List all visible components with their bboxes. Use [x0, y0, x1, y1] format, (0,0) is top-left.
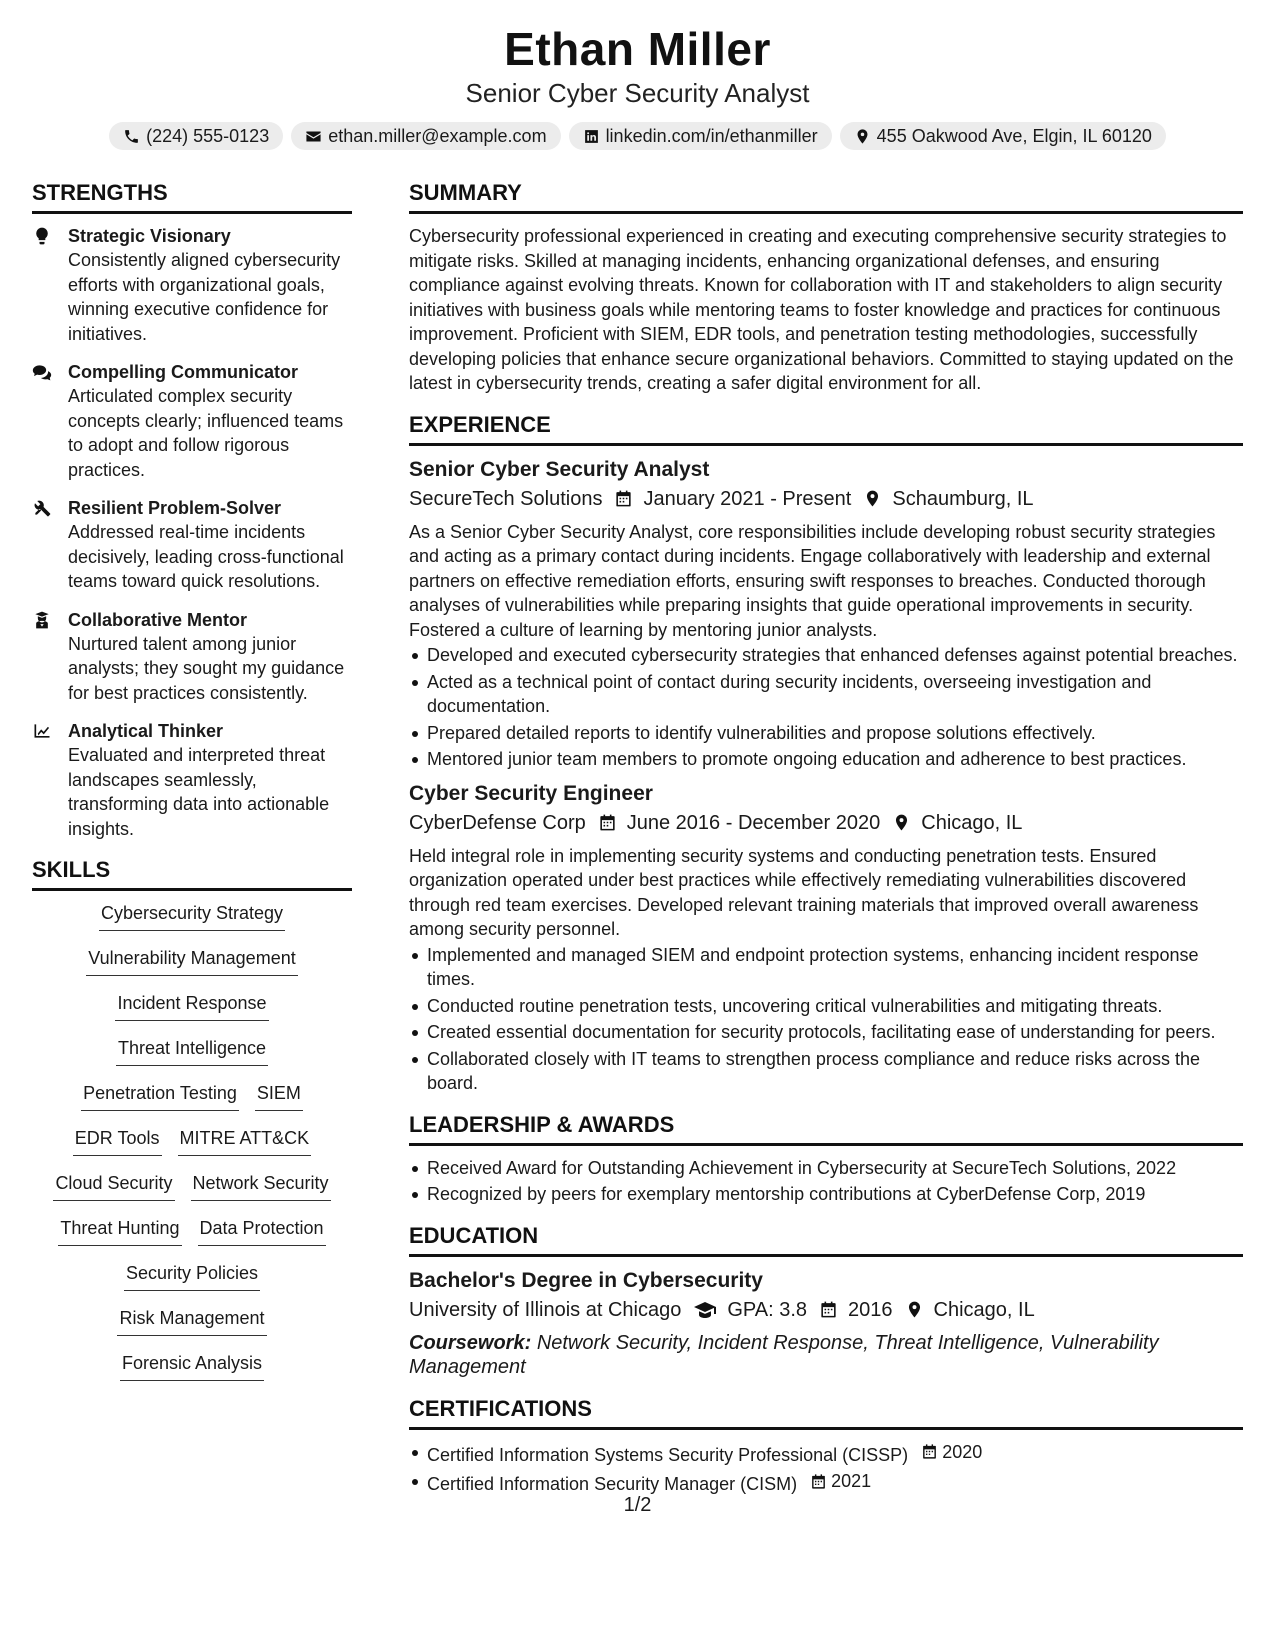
strength-title: Analytical Thinker	[68, 721, 224, 741]
job-entry	[409, 456, 1243, 772]
tools-icon	[32, 496, 56, 594]
certifications-heading: CERTIFICATIONS	[409, 1394, 1243, 1430]
certifications-list	[409, 1440, 1243, 1497]
address-pill[interactable]	[840, 122, 1166, 150]
strength-description: Consistently aligned cybersecurity efforts with organizational goals, winning executive confidence for initiatives.	[68, 250, 341, 344]
skill-tag: Network Security	[191, 1171, 331, 1201]
strength-item	[32, 608, 352, 706]
coursework-label: Coursework:	[409, 1331, 532, 1354]
summary-heading: SUMMARY	[409, 178, 1243, 214]
calendar-icon	[921, 1443, 938, 1460]
certification-item	[409, 1469, 1243, 1496]
skill-tag: Cloud Security	[53, 1171, 174, 1201]
skill-tag: Threat Hunting	[58, 1216, 181, 1246]
certification-year: 2020	[942, 1441, 983, 1462]
phone-icon	[123, 128, 140, 145]
job-dates: June 2016 - December 2020	[626, 811, 881, 834]
strengths-heading: STRENGTHS	[32, 178, 352, 214]
strength-item	[32, 360, 352, 482]
job-meta	[409, 484, 1243, 514]
strength-title: Strategic Visionary	[68, 226, 231, 246]
gpa-text: GPA: 3.8	[727, 1298, 808, 1321]
strength-description: Articulated complex security concepts clearly; influenced teams to adopt and follow rigorous practices.	[68, 386, 344, 480]
education-entry	[409, 1267, 1243, 1380]
strength-description: Nurtured talent among junior analysts; they sought my guidance for best practices consistently.	[68, 633, 345, 703]
skill-row	[73, 1126, 311, 1171]
strength-item	[32, 496, 352, 594]
list-item: Developed and executed cybersecurity strategies that enhanced defenses against potential breaches.	[409, 643, 1243, 668]
job-bullets	[409, 643, 1243, 772]
list-item: Received Award for Outstanding Achievement in Cybersecurity at SecureTech Solutions, 2022	[409, 1156, 1243, 1181]
chart-line-icon	[32, 719, 56, 841]
skill-tag: Threat Intelligence	[116, 1036, 268, 1066]
certification-name: Certified Information Security Manager (CISM)	[427, 1473, 798, 1494]
email-pill[interactable]	[291, 122, 560, 150]
linkedin-text: linkedin.com/in/ethanmiller	[605, 126, 818, 146]
skill-tag: Risk Management	[117, 1306, 266, 1336]
skill-tag: Data Protection	[198, 1216, 326, 1246]
skill-tag: Penetration Testing	[81, 1081, 239, 1111]
certification-name: Certified Information Systems Security Professional (CISSP)	[427, 1444, 909, 1465]
skill-tag: Forensic Analysis	[120, 1351, 264, 1381]
coursework-list: Network Security, Incident Response, Threat Intelligence, Vulnerability Management	[409, 1331, 1159, 1378]
skill-row	[99, 901, 285, 946]
graduation-cap-icon	[693, 1298, 717, 1322]
calendar-icon	[614, 489, 633, 508]
candidate-name: Ethan Miller	[504, 23, 771, 75]
phone-pill[interactable]	[109, 122, 283, 150]
right-column	[409, 178, 1243, 1504]
strength-title: Resilient Problem-Solver	[68, 498, 282, 518]
envelope-icon	[305, 128, 322, 145]
teacher-icon	[32, 608, 56, 706]
lightbulb-icon	[32, 224, 56, 346]
strength-description: Evaluated and interpreted threat landscapes seamlessly, transforming data into actionable insights.	[68, 745, 330, 839]
strength-item	[32, 719, 352, 841]
calendar-icon	[598, 813, 617, 832]
list-item: Mentored junior team members to promote ongoing education and adherence to best practices.	[409, 747, 1243, 772]
calendar-icon	[819, 1300, 838, 1319]
skill-tag: MITRE ATT&CK	[178, 1126, 312, 1156]
school-name: University of Illinois at Chicago	[409, 1298, 682, 1321]
list-item: Collaborated closely with IT teams to strengthen process compliance and reduce risks across the board.	[409, 1047, 1243, 1096]
certification-item	[409, 1440, 1243, 1467]
education-heading: EDUCATION	[409, 1221, 1243, 1257]
coursework	[409, 1331, 1243, 1380]
experience-heading: EXPERIENCE	[409, 410, 1243, 446]
contact-bar	[0, 122, 1275, 150]
job-company: CyberDefense Corp	[409, 811, 586, 834]
map-marker-icon	[905, 1300, 924, 1319]
map-marker-icon	[863, 489, 882, 508]
phone-text: (224) 555-0123	[146, 126, 270, 146]
job-description: As a Senior Cyber Security Analyst, core responsibilities include developing robust security strategies and acting as a primary contact during incidents. Engage collaboratively with leadership and external partners on effective remediation efforts, ensuring swift responses to breaches. Conducted thorough analyses of vulnerabilities while preparing insights that guide operational improvements in security. Fostered a culture of learning by mentoring junior analysts.	[409, 521, 1216, 640]
skill-row	[116, 1036, 268, 1081]
certification-year: 2021	[831, 1470, 872, 1491]
job-description: Held integral role in implementing security systems and conducting penetration tests. Ensured organization operated under best practices while effectively remediating vulnerabilities discovered through red team exercises. Developed relevant training materials that improved overall awareness among security personnel.	[409, 845, 1199, 939]
map-marker-icon	[892, 813, 911, 832]
job-title: Cyber Security Engineer	[409, 781, 653, 805]
strength-item	[32, 224, 352, 346]
graduation-year: 2016	[848, 1298, 893, 1321]
summary-text: Cybersecurity professional experienced in creating and executing comprehensive security strategies to mitigate risks. Skilled at managing incidents, enhancing organizational defenses, and ensuring compliance against evolving threats. Known for collaboration with IT and stakeholders to align security initiatives with business goals while mentoring teams to foster knowledge and practices for continuous improvement. Proficient with SIEM, EDR tools, and penetration testing methodologies, successfully developing policies that enhance secure organizational behaviors. Committed to staying updated on the latest in cybersecurity trends, creating a safer digital environment for all.	[409, 226, 1234, 393]
skill-row	[53, 1171, 330, 1216]
map-marker-icon	[854, 128, 871, 145]
skill-tag: Cybersecurity Strategy	[99, 901, 285, 931]
list-item: Created essential documentation for security protocols, facilitating ease of understanding for peers.	[409, 1020, 1243, 1045]
page-number: 1/2	[623, 1494, 652, 1516]
list-item: Implemented and managed SIEM and endpoint protection systems, enhancing incident response times.	[409, 943, 1243, 992]
list-item: Conducted routine penetration tests, uncovering critical vulnerabilities and mitigating threats.	[409, 994, 1243, 1019]
skills-list	[32, 901, 352, 1396]
list-item: Prepared detailed reports to identify vulnerabilities and propose solutions effectively.	[409, 721, 1243, 746]
list-item: Recognized by peers for exemplary mentorship contributions at CyberDefense Corp, 2019	[409, 1182, 1243, 1207]
linkedin-pill[interactable]	[569, 122, 832, 150]
comments-icon	[32, 360, 56, 482]
email-text: ethan.miller@example.com	[328, 126, 547, 146]
calendar-icon	[810, 1473, 827, 1490]
skill-row	[58, 1216, 325, 1261]
strength-title: Compelling Communicator	[68, 362, 299, 382]
job-bullets	[409, 943, 1243, 1096]
skill-tag: EDR Tools	[73, 1126, 162, 1156]
skill-row	[115, 991, 268, 1036]
linkedin-icon	[583, 128, 600, 145]
job-company: SecureTech Solutions	[409, 487, 603, 510]
strength-title: Collaborative Mentor	[68, 609, 248, 630]
skill-row	[124, 1261, 260, 1306]
skill-tag: Incident Response	[115, 991, 268, 1021]
job-entry	[409, 780, 1243, 1096]
left-column	[32, 178, 352, 1396]
skill-row	[120, 1351, 264, 1396]
skill-tag: Security Policies	[124, 1261, 260, 1291]
job-title: Senior Cyber Security Analyst	[409, 457, 710, 481]
resume-header	[0, 0, 1275, 150]
awards-list	[409, 1156, 1243, 1207]
certification-year-wrap	[921, 1440, 982, 1465]
candidate-title: Senior Cyber Security Analyst	[465, 78, 810, 108]
degree-title: Bachelor's Degree in Cybersecurity	[409, 1268, 763, 1292]
skill-tag: Vulnerability Management	[86, 946, 297, 976]
job-location: Schaumburg, IL	[892, 487, 1034, 510]
strength-description: Addressed real-time incidents decisively, leading cross-functional teams toward quick resolutions.	[68, 522, 344, 591]
certification-year-wrap	[810, 1469, 871, 1494]
awards-heading: LEADERSHIP & AWARDS	[409, 1110, 1243, 1146]
skill-row	[117, 1306, 266, 1351]
skill-row	[81, 1081, 303, 1126]
school-location: Chicago, IL	[933, 1298, 1035, 1321]
address-text: 455 Oakwood Ave, Elgin, IL 60120	[876, 126, 1152, 146]
skill-tag: SIEM	[255, 1081, 303, 1111]
skills-heading: SKILLS	[32, 855, 352, 891]
job-location: Chicago, IL	[921, 811, 1023, 834]
skill-row	[86, 946, 297, 991]
education-meta	[409, 1295, 1243, 1325]
job-meta	[409, 808, 1243, 838]
job-dates: January 2021 - Present	[643, 487, 852, 510]
list-item: Acted as a technical point of contact during security incidents, overseeing investigation and documentation.	[409, 670, 1243, 719]
